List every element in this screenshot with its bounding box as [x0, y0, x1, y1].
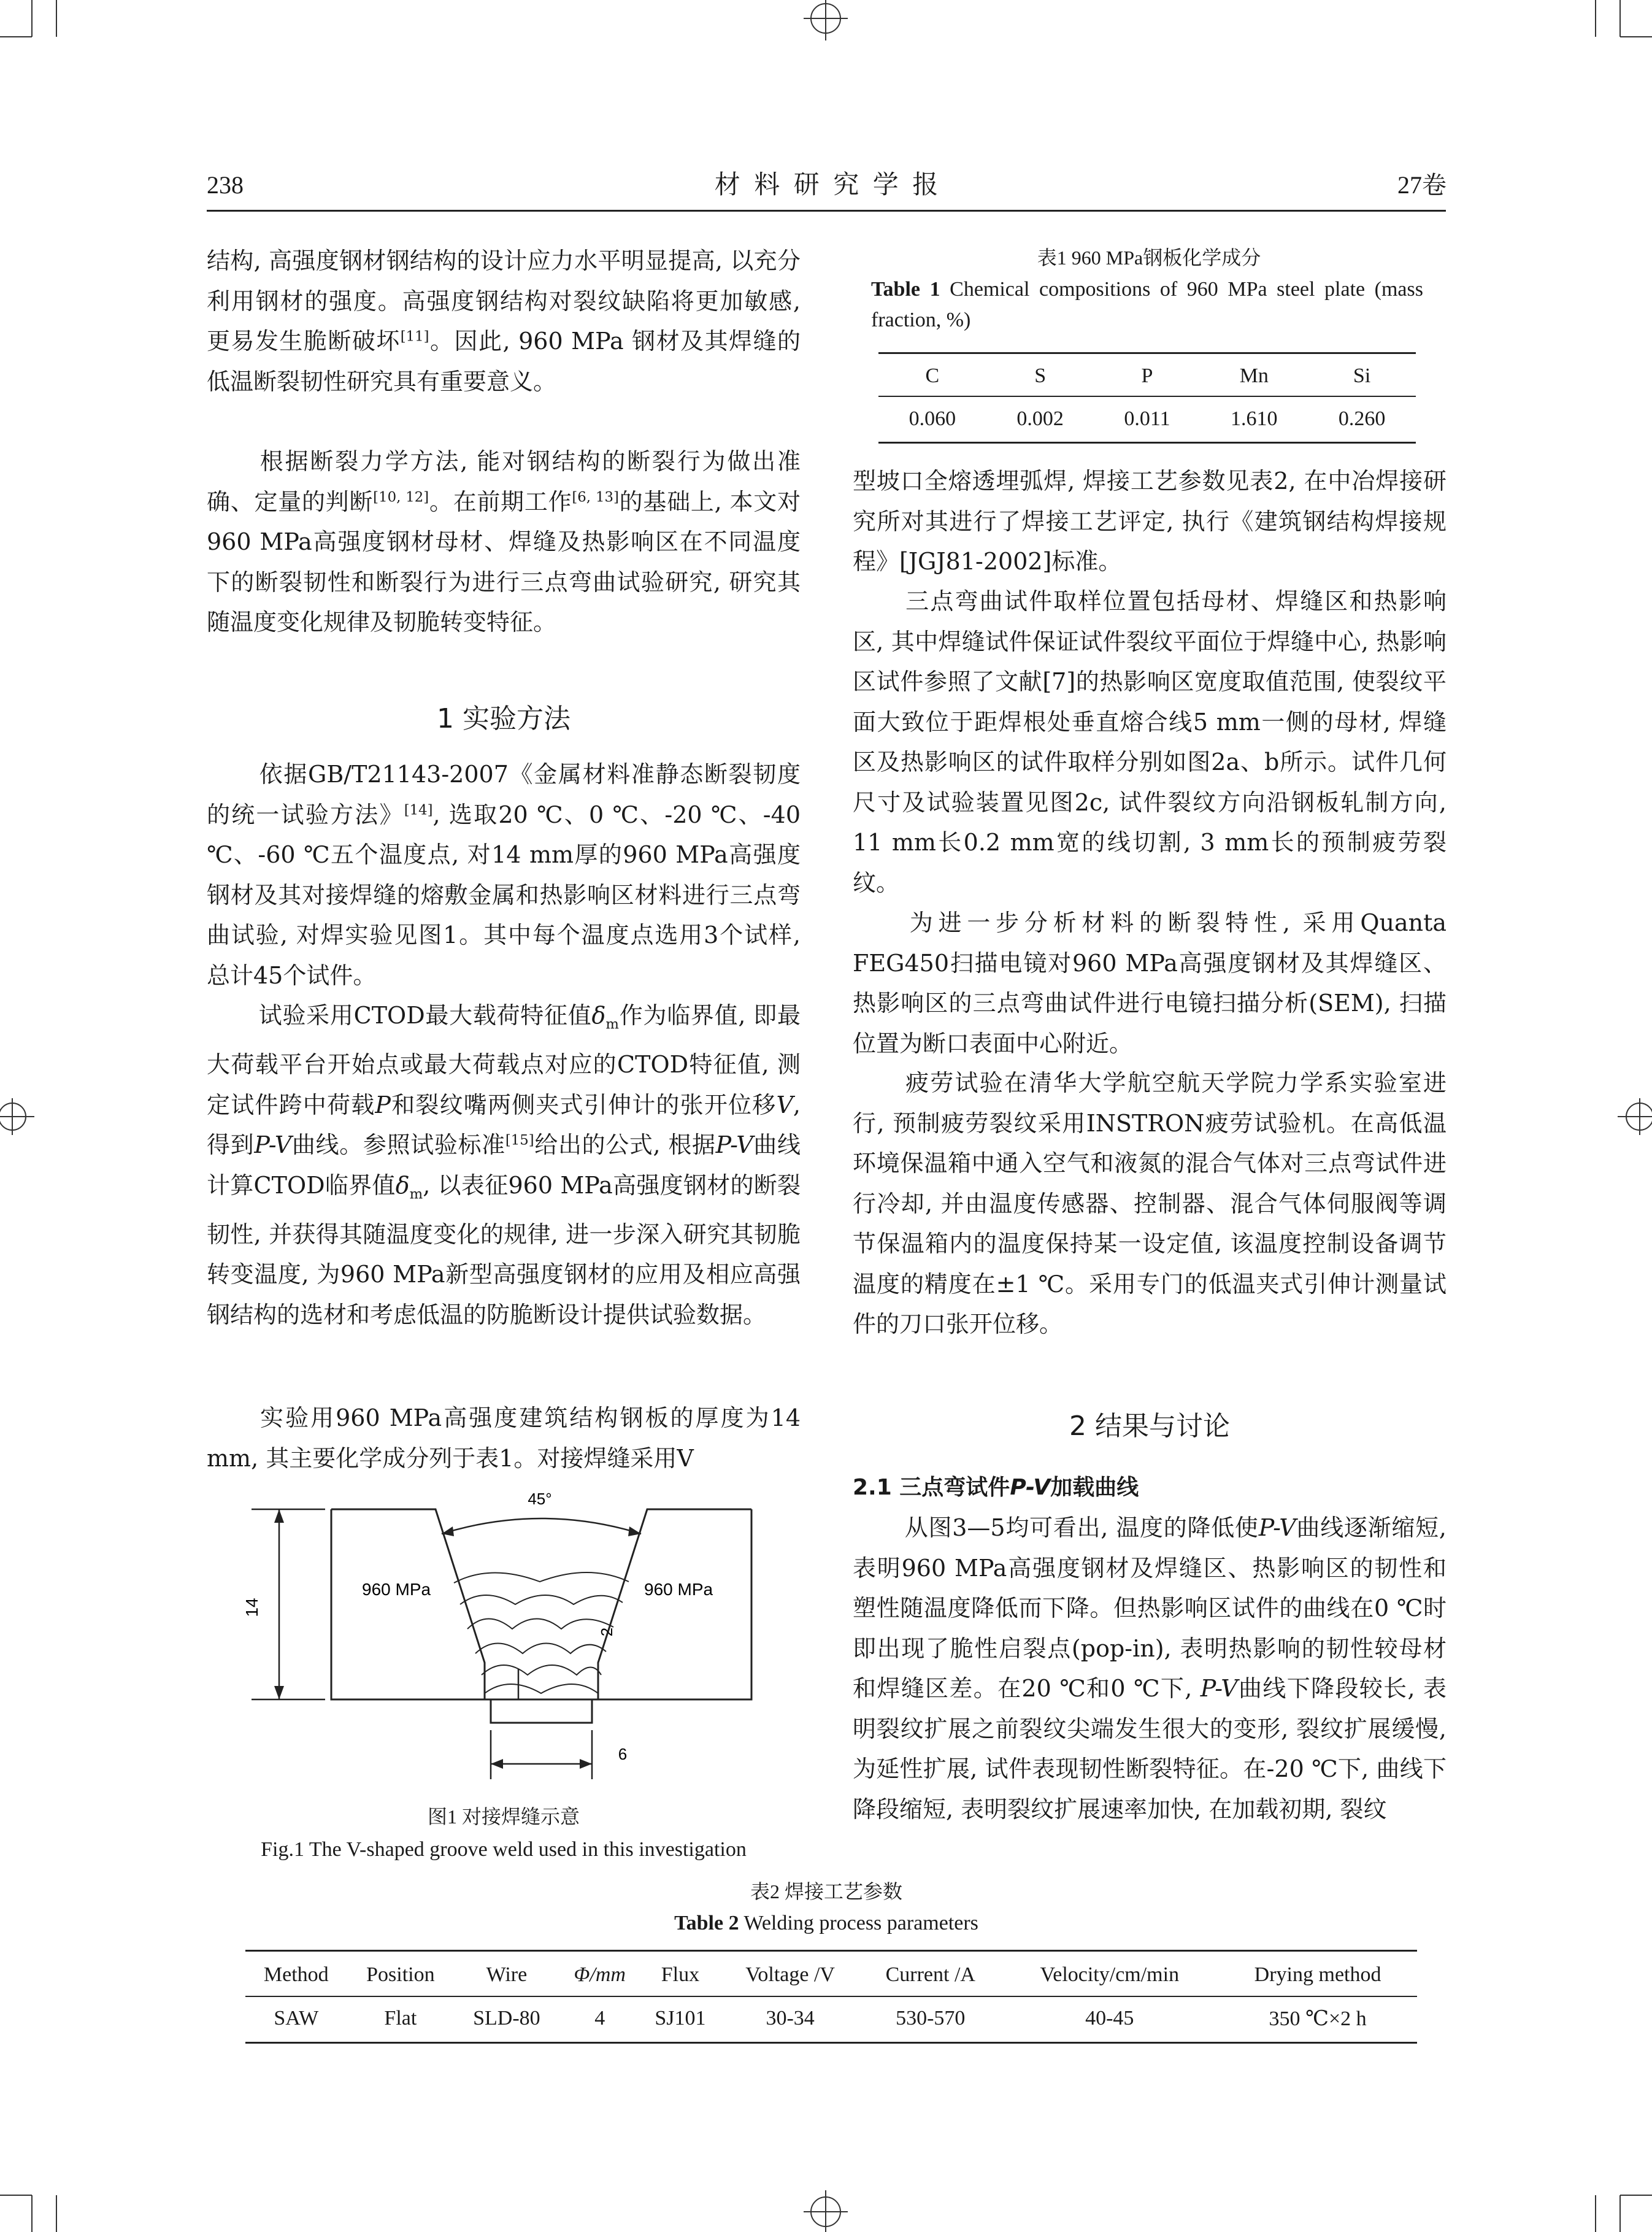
table-1-bottom-rule — [878, 442, 1416, 444]
table-2-header: Wire — [486, 1963, 528, 1986]
left-paragraph-3: 依据GB/T21143-2007《金属材料准静态断裂韧度的统一试验方法》[14], 选取20 ℃、0 ℃、-20 ℃、-40 ℃、-60 ℃五个温度点, 对14 mm厚的960 MPa高强度钢材及其对接焊缝的熔敷金属和热影响区材料进行三点弯曲试验, 对焊实验见图1。其中每个温度点选用3个试样, 总计45个试件。 — [207, 761, 801, 989]
left-paragraph-2: 根据断裂力学方法, 能对钢结构的断裂行为做出准确、定量的判断[10, 12]。在前期工作[6, 13]的基础上, 本文对960 MPa高强度钢材母材、焊缝及热影响区在不同温度下的断裂韧性和断裂行为进行三点弯曲试验研究, 研究其随温度变化规律及韧脆转变特征。 — [207, 448, 801, 636]
right-paragraph-5: 从图3—5均可看出, 温度的降低使P-V曲线逐渐缩短, 表明960 MPa高强度钢材及焊缝区、热影响区的韧性和塑性随温度降低而下降。但热影响区试件的曲线在0 ℃时即出现了脆性启裂点(pop-in), 表明热影响的韧性较母材和焊缝区差。在20 ℃和0 ℃下, P-V曲线下降段较长, 表明裂纹扩展之前裂纹尖端发生很大的变形, 裂纹扩展缓慢, 为延性扩展, 试件表现韧性断裂特征。在-20 ℃下, 曲线下降段缩短, 表明裂纹扩展速率加快, 在加载初期, 裂纹 — [853, 1514, 1446, 1823]
table-1-top-rule — [878, 352, 1416, 354]
registration-target-right — [1618, 1098, 1652, 1135]
figure-1-weld-diagram — [239, 1491, 773, 1785]
table-2-cell: 530-570 — [896, 2006, 966, 2030]
table-1-header: P — [1141, 364, 1153, 387]
thickness-label: 14 — [242, 1598, 261, 1617]
table-1-title-en: Table 1 Chemical compositions of 960 MPa steel plate (mass fraction, %) — [871, 278, 1423, 331]
table-1-header: Mn — [1239, 364, 1269, 387]
table-2-cell: SAW — [274, 2006, 319, 2030]
table-2-header: Drying method — [1254, 1963, 1381, 1986]
table-2-bottom-rule — [245, 2042, 1417, 2044]
table-2-cell: 4 — [594, 2006, 605, 2030]
left-paragraph-4: 试验采用CTOD最大载荷特征值$\delta_m$作为临界值, 即最大荷载平台开始点或最大荷载点对应的CTOD特征值, 测定试件跨中荷载P和裂纹嘴两侧夹式引伸计的张开位移V, 得到P-V曲线。参照试验标准[15]给出的公式, 根据P-V曲线计算CTOD临界值$\delta_m$, 以表征960 MPa高强度钢材的断裂韧性, 并获得其随温度变化的规律, 进一步深入研究其韧脆转变温度, 为960 MPa新型高强度钢材的应用及相应高强钢结构的选材和考虑低温的防脆断设计提供试验数据。 — [207, 1002, 801, 1328]
table-2-header: Velocity/cm/min — [1040, 1963, 1180, 1986]
left-plate-outline — [331, 1509, 485, 1699]
registration-target-left — [0, 1098, 34, 1135]
table-2-cell: Flat — [384, 2006, 417, 2030]
registration-target-bottom — [804, 2190, 848, 2232]
table-2-cell: 40-45 — [1085, 2006, 1134, 2030]
table-2-cell: SJ101 — [655, 2006, 706, 2030]
section-1-title: 1 实验方法 — [437, 703, 571, 734]
table-2-header: Φ/mm — [574, 1963, 626, 1986]
registration-target-top — [804, 0, 848, 40]
subsection-2-1-title: 2.1 三点弯试件P-V加载曲线 — [853, 1475, 1139, 1500]
table-2-title-en: Table 2 Welding process parameters — [674, 1912, 978, 1934]
table-2-header: Current /A — [885, 1963, 975, 1986]
table-1-cell: 0.011 — [1124, 407, 1170, 430]
section-2-title: 2 结果与讨论 — [1069, 1410, 1230, 1442]
right-plate-outline — [598, 1509, 751, 1699]
left-plate-label: 960 MPa — [362, 1580, 431, 1599]
table-1 — [878, 356, 1416, 441]
table-1-title-cn: 表1 960 MPa钢板化学成分 — [1037, 247, 1261, 269]
volume-label: 27卷 — [1397, 171, 1446, 199]
angle-arc — [442, 1518, 641, 1534]
page-number: 238 — [207, 171, 244, 199]
table-1-header: Si — [1353, 364, 1371, 387]
table-2-cell: 350 ℃×2 h — [1269, 2007, 1367, 2030]
table-2 — [245, 1953, 1417, 2039]
left-paragraph-5: 实验用960 MPa高强度建筑结构钢板的厚度为14 mm, 其主要化学成分列于表1。对接焊缝采用V — [207, 1404, 801, 1472]
right-paragraph-4: 疲劳试验在清华大学航空航天学院力学系实验室进行, 预制疲劳裂纹采用INSTRON疲劳试验机。在高低温环境保温箱中通入空气和液氮的混合气体对三点弯试件进行冷却, 并由温度传感器、控制器、混合气体伺服阀等调节保温箱内的温度保持某一设定值, 该温度控制设备调节温度的精度在±1 ℃。采用专门的低温夹式引伸计测量试件的刀口张开位移。 — [853, 1069, 1446, 1337]
table-2-header: Flux — [661, 1963, 700, 1986]
left-paragraph-1: 结构, 高强度钢材钢结构的设计应力水平明显提高, 以充分利用钢材的强度。高强度钢结构对裂纹缺陷将更加敏感, 更易发生脆断破坏[11]。因此, 960 MPa 钢材及其焊缝的低温断裂韧性研究具有重要意义。 — [207, 247, 801, 395]
figure-1-caption-cn: 图1 对接焊缝示意 — [427, 1806, 580, 1828]
table-1-header: C — [925, 364, 940, 387]
journal-title: 材 料 研 究 学 报 — [714, 171, 942, 199]
table-1-cell: 0.060 — [909, 407, 956, 430]
header-rule — [207, 210, 1446, 212]
table-2-header: Voltage /V — [745, 1963, 835, 1986]
table-1-cell: 1.610 — [1231, 407, 1278, 430]
figure-1-caption-en: Fig.1 The V-shaped groove weld used in this investigation — [261, 1838, 747, 1861]
right-paragraph-1: 型坡口全熔透埋弧焊, 焊接工艺参数见表2, 在中冶焊接研究所对其进行了焊接工艺评定, 执行《建筑钢结构焊接规程》[JGJ81-2002]标准。 — [853, 468, 1446, 575]
table-2-top-rule — [245, 1950, 1417, 1952]
backing-bar — [491, 1699, 592, 1723]
backing-label: 6 — [618, 1745, 628, 1763]
right-plate-label: 960 MPa — [644, 1580, 713, 1599]
right-paragraph-2: 三点弯曲试件取样位置包括母材、焊缝区和热影响区, 其中焊缝试件保证试件裂纹平面位于焊缝中心, 热影响区试件参照了文献[7]的热影响区宽度取值范围, 使裂纹平面大致位于距焊根处垂直熔合线5 mm一侧的母材, 焊缝区及热影响区的试件取样分别如图2a、b所示。试件几何尺寸及试验装置见图2c, 试件裂纹方向沿钢板轧制方向, 11 mm长0.2 mm宽的线切割, 3 mm长的预制疲劳裂纹。 — [853, 588, 1446, 896]
gap-label: 2 — [597, 1627, 616, 1637]
table-2-header: Method — [263, 1963, 329, 1986]
table-2-cell: 30-34 — [766, 2006, 815, 2030]
table-1-cell: 0.260 — [1338, 407, 1386, 430]
table-1-cell: 0.002 — [1016, 407, 1064, 430]
right-paragraph-3: 为进一步分析材料的断裂特性, 采用Quanta FEG450扫描电镜对960 MPa高强度钢材及其焊缝区、热影响区的三点弯曲试件进行电镜扫描分析(SEM), 扫描位置为断口表面中心附近。 — [853, 909, 1446, 1057]
angle-label: 45° — [528, 1491, 552, 1508]
table-1-header: S — [1034, 364, 1047, 387]
table-2-cell: SLD-80 — [473, 2006, 540, 2030]
table-2-header: Position — [366, 1963, 435, 1986]
table-2-title-cn: 表2 焊接工艺参数 — [750, 1880, 902, 1903]
